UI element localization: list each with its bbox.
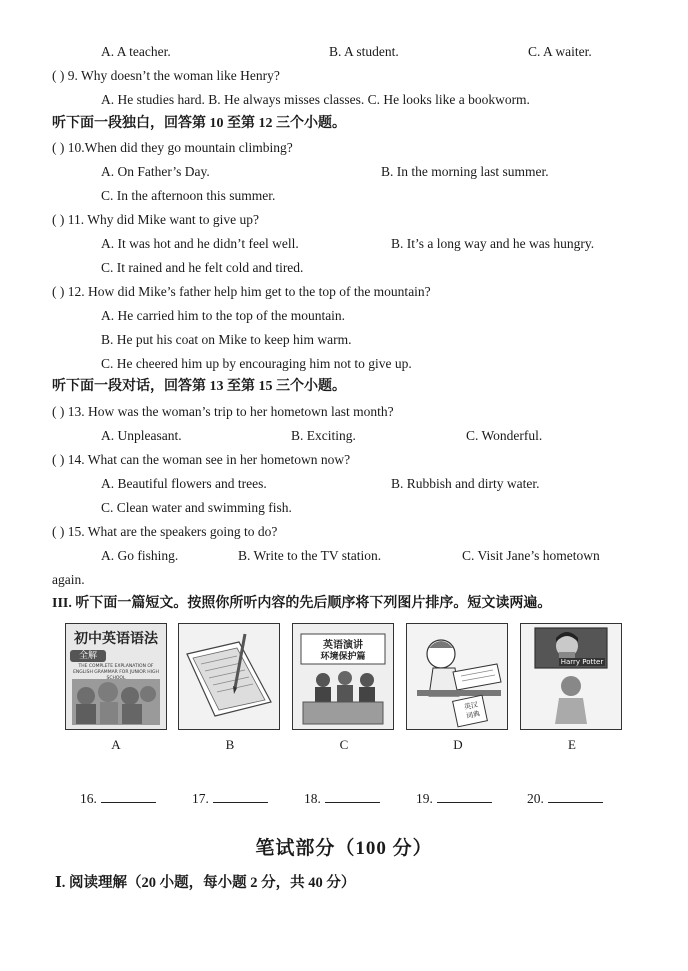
question-9: ( ) 9. Why doesn’t the woman like Henry?: [52, 68, 280, 83]
picture-a-grammar-book: [65, 623, 167, 730]
q11-option-b: B. It’s a long way and he was hungry.: [391, 236, 595, 251]
answer-blank-17[interactable]: [192, 790, 268, 807]
picture-c-banner-line2: 环境保护篇: [320, 652, 366, 662]
picture-label-e: E: [568, 737, 576, 752]
picture-e-label: Harry Potter: [560, 658, 604, 666]
written-part-title: 笔试部分（100 分）: [255, 838, 433, 859]
reading-comprehension-heading: Ⅰ. 阅读理解（20 小题，每小题 2 分，共 40 分）: [55, 875, 356, 891]
picture-d-book-label2: 词典: [465, 709, 481, 721]
picture-a-caption: THE COMPLETE EXPLANATION OF ENGLISH GRAMMAR FOR JUNIOR HIGH SCHOOL: [73, 664, 159, 681]
q15-option-b: B. Write to the TV station.: [238, 548, 382, 563]
q14-option-c: C. Clean water and swimming fish.: [101, 500, 292, 515]
answer-blank-18[interactable]: [304, 790, 380, 807]
question-13: ( ) 13. How was the woman’s trip to her hometown last month?: [52, 404, 394, 419]
picture-d-dictionary-study: [406, 623, 508, 730]
q8-option-a: A. A teacher.: [101, 44, 171, 59]
answer-blank-19[interactable]: [416, 790, 492, 807]
q13-option-b: B. Exciting.: [291, 428, 356, 443]
q14-option-a: A. Beautiful flowers and trees.: [101, 476, 267, 491]
picture-d-book-label1: 英汉: [463, 700, 479, 712]
blank-number: 16.: [80, 791, 97, 806]
picture-c-banner-line1: 英语演讲: [323, 640, 363, 651]
q11-option-c: C. It rained and he felt cold and tired.: [101, 260, 304, 275]
q12-option-b: B. He put his coat on Mike to keep him warm.: [101, 332, 352, 347]
picture-b-notebook: [178, 623, 280, 730]
blank-line[interactable]: [548, 790, 603, 803]
section-dialogue-heading: 听下面一段对话，回答第 13 至第 15 三个小题。: [52, 379, 346, 394]
q11-option-a: A. It was hot and he didn’t feel well.: [101, 236, 299, 251]
answer-blank-16[interactable]: [80, 790, 156, 807]
q15-option-a: A. Go fishing.: [101, 548, 179, 563]
q10-option-a: A. On Father’s Day.: [101, 164, 210, 179]
picture-label-a: A: [111, 737, 121, 752]
picture-c-speech-contest: [292, 623, 394, 730]
section-three-heading: III. 听下面一篇短文。按照你所听内容的先后顺序将下列图片排序。短文读两遍。: [52, 596, 552, 611]
blank-line[interactable]: [101, 790, 156, 803]
picture-e-watching-movie: [520, 623, 622, 730]
section-monologue-heading: 听下面一段独白，回答第 10 至第 12 三个小题。: [52, 116, 346, 131]
picture-a-title: 初中英语语法: [74, 631, 158, 647]
q15-continuation: again.: [52, 572, 85, 587]
question-10: ( ) 10.When did they go mountain climbing?: [52, 140, 293, 155]
blank-line[interactable]: [213, 790, 268, 803]
q8-option-b: B. A student.: [329, 44, 399, 59]
q13-option-c: C. Wonderful.: [466, 428, 543, 443]
q10-option-c: C. In the afternoon this summer.: [101, 188, 276, 203]
blank-line[interactable]: [325, 790, 380, 803]
picture-label-c: C: [339, 737, 349, 752]
q10-option-b: B. In the morning last summer.: [381, 164, 549, 179]
q12-option-a: A. He carried him to the top of the mountain.: [101, 308, 346, 323]
q14-option-b: B. Rubbish and dirty water.: [391, 476, 540, 491]
q15-option-c: C. Visit Jane’s hometown: [462, 548, 600, 563]
blank-number: 18.: [304, 791, 321, 806]
question-14: ( ) 14. What can the woman see in her hometown now?: [52, 452, 351, 467]
blank-number: 17.: [192, 791, 209, 806]
q12-option-c: C. He cheered him up by encouraging him not to give up.: [101, 356, 412, 371]
question-11: ( ) 11. Why did Mike want to give up?: [52, 212, 259, 227]
question-15: ( ) 15. What are the speakers going to do?: [52, 524, 278, 539]
q8-option-c: C. A waiter.: [528, 44, 592, 59]
blank-number: 19.: [416, 791, 433, 806]
blank-number: 20.: [527, 791, 544, 806]
question-12: ( ) 12. How did Mike’s father help him get to the top of the mountain?: [52, 284, 431, 299]
q13-option-a: A. Unpleasant.: [101, 428, 182, 443]
picture-label-b: B: [225, 737, 235, 752]
blank-line[interactable]: [437, 790, 492, 803]
picture-a-subtitle: 全解: [78, 651, 97, 661]
answer-blank-20[interactable]: [527, 790, 603, 807]
picture-label-d: D: [453, 737, 463, 752]
q9-options: A. He studies hard. B. He always misses classes. C. He looks like a bookworm.: [101, 92, 530, 107]
